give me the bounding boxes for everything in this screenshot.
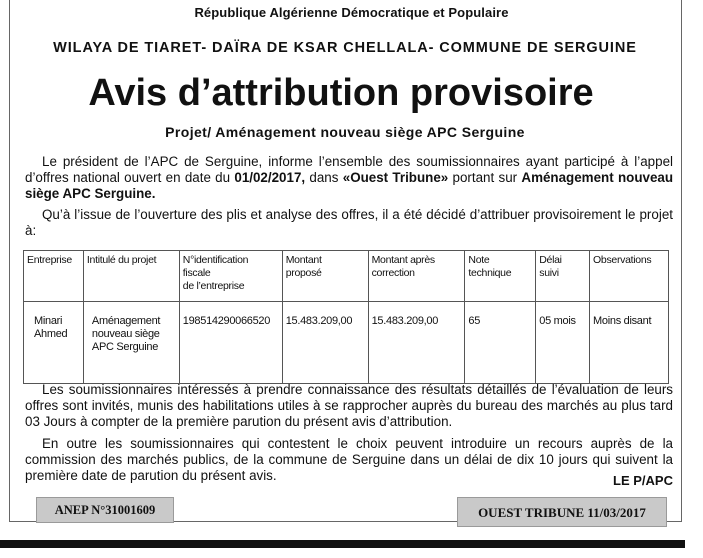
signature: LE P/APC <box>613 473 673 488</box>
cell-entreprise: Minari Ahmed <box>24 302 84 384</box>
wilaya-heading: WILAYA DE TIARET- DAÏRA DE KSAR CHELLALA- COMMUNE DE SERGUINE <box>53 40 637 56</box>
intro-text-1: Le président de l’APC de Serguine, informe l’ensemble des soumissionnaires ayant participé à l’appel d’offres national ouvert en date du <box>25 154 673 185</box>
cell-intitule: Aménagement nouveau siège APC Serguine <box>83 302 179 384</box>
consultation-text: Les soumissionnaires intéressés à prendre connaissance des résultats détaillés de l’évaluation de leurs offres sont invités, munis des habilitations utiles à se rapprocher auprès du bureau des marchés au plus tard 03 Jours à compter de la première parution du présent avis d’attribution. <box>25 382 673 429</box>
journal-name: «Ouest Tribune» <box>342 170 449 185</box>
appeal-text: En outre les soumissionnaires qui contestent le choix peuvent introduire un recours auprès de la commission des marchés publics, de la commune de Serguine dans un délai de dix 10 jours qui suivent la première date de parution du présent avis. <box>25 436 673 483</box>
anep-stamp: ANEP N°31001609 <box>36 497 174 523</box>
header-observations: Observations <box>590 251 669 302</box>
table-row <box>24 302 669 384</box>
republic-heading: République Algérienne Démocratique et Populaire <box>194 5 509 20</box>
header-note: Note technique <box>465 251 536 302</box>
cell-montant-apres: 15.483.209,00 <box>368 302 465 384</box>
decision-text: Qu’à l’issue de l’ouverture des plis et analyse des offres, il a été décidé d’attribuer provisoirement le projet à: <box>25 207 673 238</box>
intro-text-2: dans <box>305 170 343 185</box>
header-intitule: Intitulé du projet <box>83 251 179 302</box>
bottom-rule <box>0 540 685 548</box>
paragraph-intro <box>25 154 673 202</box>
paragraph-appeal <box>25 436 673 484</box>
paragraph-consultation <box>25 382 673 430</box>
tender-date: 01/02/2017, <box>234 170 306 185</box>
project-subtitle: Projet/ Aménagement nouveau siège APC Serguine <box>165 124 525 140</box>
header-montant-apres: Montant après correction <box>368 251 465 302</box>
attribution-table <box>23 250 669 384</box>
cell-nif: 198514290066520 <box>179 302 282 384</box>
header-nif: N°identification fiscale de l’entreprise <box>179 251 282 302</box>
journal-stamp: OUEST TRIBUNE 11/03/2017 <box>457 497 667 527</box>
header-entreprise: Entreprise <box>24 251 84 302</box>
project-subject: Aménagement nouveau siège APC Serguine. <box>25 170 674 201</box>
notice-title: Avis d’attribution provisoire <box>88 72 594 114</box>
table-header-row <box>24 251 669 302</box>
header-montant: Montant proposé <box>282 251 368 302</box>
paragraph-decision <box>25 207 673 239</box>
cell-observations: Moins disant <box>590 302 669 384</box>
cell-note: 65 <box>465 302 536 384</box>
cell-montant: 15.483.209,00 <box>282 302 368 384</box>
intro-text-3: portant sur <box>448 170 522 185</box>
cell-delai: 05 mois <box>536 302 590 384</box>
header-delai: Délai suivi <box>536 251 590 302</box>
